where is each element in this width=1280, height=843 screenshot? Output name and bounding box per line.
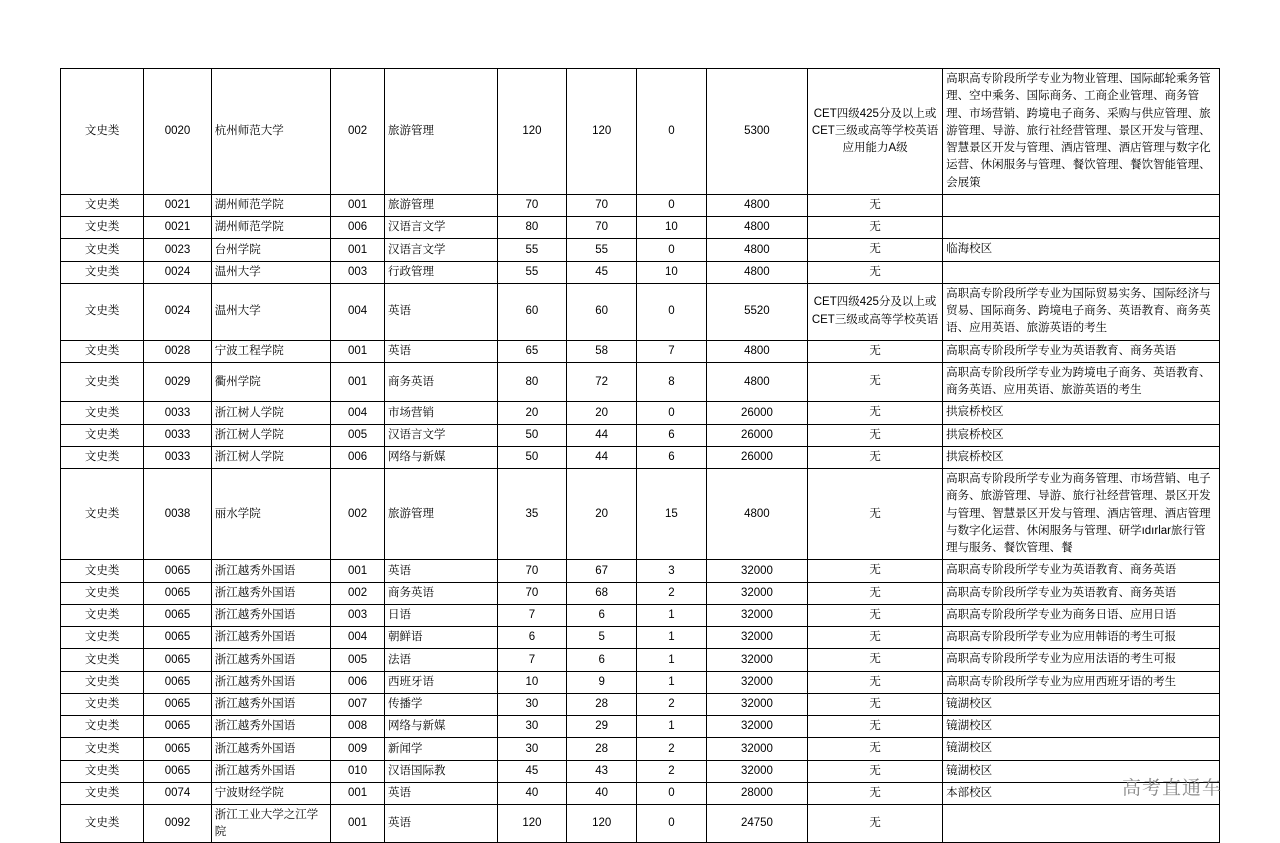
cell-plan-count: 7 bbox=[497, 604, 567, 626]
cell-tuition-fee: 4800 bbox=[706, 340, 807, 362]
cell-plan-count: 60 bbox=[497, 283, 567, 340]
cell-note: 高职高专阶段所学专业为应用西班牙语的考生 bbox=[943, 671, 1220, 693]
cell-category: 文史类 bbox=[61, 402, 144, 424]
cell-enrolled-count: 55 bbox=[567, 239, 637, 261]
cell-school-name: 宁波财经学院 bbox=[211, 782, 330, 804]
cell-major-code: 004 bbox=[331, 627, 385, 649]
cell-major-name: 英语 bbox=[385, 805, 498, 843]
cell-enrolled-count: 20 bbox=[567, 402, 637, 424]
cell-tuition-fee: 4800 bbox=[706, 362, 807, 402]
cell-tuition-fee: 32000 bbox=[706, 671, 807, 693]
cell-category: 文史类 bbox=[61, 239, 144, 261]
cell-school-name: 温州大学 bbox=[211, 283, 330, 340]
cell-major-name: 西班牙语 bbox=[385, 671, 498, 693]
cell-school-code: 0029 bbox=[144, 362, 212, 402]
cell-plan-count: 7 bbox=[497, 649, 567, 671]
cell-school-name: 浙江越秀外国语 bbox=[211, 693, 330, 715]
cell-score-diff: 0 bbox=[637, 402, 707, 424]
table-row bbox=[61, 239, 1220, 261]
admission-table bbox=[60, 68, 1220, 843]
cell-note: 镜湖校区 bbox=[943, 738, 1220, 760]
cell-school-code: 0023 bbox=[144, 239, 212, 261]
cell-category: 文史类 bbox=[61, 604, 144, 626]
cell-school-code: 0033 bbox=[144, 446, 212, 468]
cell-score-diff: 1 bbox=[637, 671, 707, 693]
cell-school-code: 0074 bbox=[144, 782, 212, 804]
cell-enrolled-count: 44 bbox=[567, 446, 637, 468]
cell-major-name: 网络与新媒 bbox=[385, 446, 498, 468]
cell-category: 文史类 bbox=[61, 671, 144, 693]
cell-category: 文史类 bbox=[61, 649, 144, 671]
cell-tuition-fee: 28000 bbox=[706, 782, 807, 804]
cell-language-requirement: 无 bbox=[808, 340, 943, 362]
cell-category: 文史类 bbox=[61, 693, 144, 715]
cell-note: 高职高专阶段所学专业为英语教育、商务英语 bbox=[943, 582, 1220, 604]
cell-language-requirement: 无 bbox=[808, 469, 943, 560]
cell-note: 高职高专阶段所学专业为英语教育、商务英语 bbox=[943, 340, 1220, 362]
cell-enrolled-count: 70 bbox=[567, 194, 637, 216]
cell-note: 高职高专阶段所学专业为物业管理、国际邮轮乘务管理、空中乘务、国际商务、工商企业管理、商务管理、市场营销、跨境电子商务、采购与供应管理、旅游管理、导游、旅行社经营管理、景区开发与管理、智慧景区开发与管理、酒店管理、酒店管理与数字化运营、休闲服务与管理、餐饮管理、餐饮智能管理、会展策 bbox=[943, 69, 1220, 195]
cell-tuition-fee: 4800 bbox=[706, 239, 807, 261]
cell-major-code: 001 bbox=[331, 340, 385, 362]
cell-language-requirement: 无 bbox=[808, 424, 943, 446]
cell-language-requirement: 无 bbox=[808, 560, 943, 582]
cell-category: 文史类 bbox=[61, 362, 144, 402]
cell-enrolled-count: 58 bbox=[567, 340, 637, 362]
table-row bbox=[61, 582, 1220, 604]
cell-plan-count: 120 bbox=[497, 69, 567, 195]
table-row bbox=[61, 782, 1220, 804]
cell-plan-count: 6 bbox=[497, 627, 567, 649]
table-row bbox=[61, 217, 1220, 239]
cell-major-name: 朝鲜语 bbox=[385, 627, 498, 649]
cell-tuition-fee: 32000 bbox=[706, 693, 807, 715]
cell-school-code: 0033 bbox=[144, 402, 212, 424]
cell-major-name: 旅游管理 bbox=[385, 69, 498, 195]
cell-note: 高职高专阶段所学专业为英语教育、商务英语 bbox=[943, 560, 1220, 582]
cell-major-name: 英语 bbox=[385, 560, 498, 582]
cell-language-requirement: 无 bbox=[808, 446, 943, 468]
cell-language-requirement: 无 bbox=[808, 604, 943, 626]
cell-major-code: 007 bbox=[331, 693, 385, 715]
cell-school-name: 浙江树人学院 bbox=[211, 424, 330, 446]
cell-plan-count: 55 bbox=[497, 239, 567, 261]
cell-language-requirement: 无 bbox=[808, 716, 943, 738]
cell-plan-count: 80 bbox=[497, 217, 567, 239]
cell-plan-count: 50 bbox=[497, 424, 567, 446]
cell-note bbox=[943, 805, 1220, 843]
cell-category: 文史类 bbox=[61, 194, 144, 216]
cell-major-name: 旅游管理 bbox=[385, 469, 498, 560]
cell-note bbox=[943, 261, 1220, 283]
cell-tuition-fee: 4800 bbox=[706, 261, 807, 283]
table-row bbox=[61, 604, 1220, 626]
cell-tuition-fee: 32000 bbox=[706, 627, 807, 649]
cell-enrolled-count: 9 bbox=[567, 671, 637, 693]
cell-score-diff: 6 bbox=[637, 424, 707, 446]
cell-major-name: 商务英语 bbox=[385, 362, 498, 402]
cell-category: 文史类 bbox=[61, 560, 144, 582]
table-row bbox=[61, 469, 1220, 560]
table-row bbox=[61, 261, 1220, 283]
cell-language-requirement: 无 bbox=[808, 217, 943, 239]
cell-major-name: 汉语言文学 bbox=[385, 424, 498, 446]
cell-tuition-fee: 32000 bbox=[706, 560, 807, 582]
table-row bbox=[61, 283, 1220, 340]
table-row bbox=[61, 671, 1220, 693]
cell-language-requirement: 无 bbox=[808, 194, 943, 216]
cell-category: 文史类 bbox=[61, 760, 144, 782]
cell-category: 文史类 bbox=[61, 217, 144, 239]
cell-school-code: 0065 bbox=[144, 716, 212, 738]
cell-school-code: 0065 bbox=[144, 693, 212, 715]
cell-school-name: 湖州师范学院 bbox=[211, 217, 330, 239]
cell-school-code: 0065 bbox=[144, 649, 212, 671]
cell-category: 文史类 bbox=[61, 782, 144, 804]
cell-score-diff: 1 bbox=[637, 604, 707, 626]
cell-major-name: 商务英语 bbox=[385, 582, 498, 604]
cell-note: 镜湖校区 bbox=[943, 760, 1220, 782]
cell-enrolled-count: 72 bbox=[567, 362, 637, 402]
cell-language-requirement: 无 bbox=[808, 261, 943, 283]
cell-plan-count: 70 bbox=[497, 560, 567, 582]
cell-major-code: 001 bbox=[331, 239, 385, 261]
cell-score-diff: 0 bbox=[637, 805, 707, 843]
cell-school-code: 0021 bbox=[144, 217, 212, 239]
cell-school-name: 浙江越秀外国语 bbox=[211, 627, 330, 649]
cell-tuition-fee: 24750 bbox=[706, 805, 807, 843]
cell-major-name: 汉语言文学 bbox=[385, 239, 498, 261]
table-row bbox=[61, 627, 1220, 649]
cell-major-code: 006 bbox=[331, 217, 385, 239]
cell-score-diff: 2 bbox=[637, 582, 707, 604]
cell-note: 高职高专阶段所学专业为商务日语、应用日语 bbox=[943, 604, 1220, 626]
cell-enrolled-count: 20 bbox=[567, 469, 637, 560]
cell-major-code: 001 bbox=[331, 362, 385, 402]
cell-plan-count: 70 bbox=[497, 194, 567, 216]
cell-enrolled-count: 40 bbox=[567, 782, 637, 804]
cell-score-diff: 3 bbox=[637, 560, 707, 582]
cell-enrolled-count: 28 bbox=[567, 738, 637, 760]
cell-school-name: 浙江越秀外国语 bbox=[211, 716, 330, 738]
table-row bbox=[61, 194, 1220, 216]
cell-school-code: 0033 bbox=[144, 424, 212, 446]
table-row bbox=[61, 402, 1220, 424]
cell-major-name: 行政管理 bbox=[385, 261, 498, 283]
cell-tuition-fee: 32000 bbox=[706, 649, 807, 671]
cell-plan-count: 35 bbox=[497, 469, 567, 560]
cell-plan-count: 70 bbox=[497, 582, 567, 604]
cell-major-code: 010 bbox=[331, 760, 385, 782]
cell-tuition-fee: 32000 bbox=[706, 760, 807, 782]
cell-score-diff: 8 bbox=[637, 362, 707, 402]
cell-major-code: 005 bbox=[331, 649, 385, 671]
cell-language-requirement: 无 bbox=[808, 582, 943, 604]
cell-school-name: 丽水学院 bbox=[211, 469, 330, 560]
cell-score-diff: 2 bbox=[637, 693, 707, 715]
cell-school-code: 0092 bbox=[144, 805, 212, 843]
cell-language-requirement: 无 bbox=[808, 805, 943, 843]
cell-major-code: 006 bbox=[331, 671, 385, 693]
cell-school-name: 杭州师范大学 bbox=[211, 69, 330, 195]
table-row bbox=[61, 649, 1220, 671]
cell-score-diff: 0 bbox=[637, 69, 707, 195]
cell-major-name: 网络与新媒 bbox=[385, 716, 498, 738]
cell-school-code: 0065 bbox=[144, 738, 212, 760]
table-row bbox=[61, 560, 1220, 582]
cell-plan-count: 30 bbox=[497, 716, 567, 738]
table-row bbox=[61, 362, 1220, 402]
cell-major-name: 市场营销 bbox=[385, 402, 498, 424]
cell-category: 文史类 bbox=[61, 340, 144, 362]
cell-tuition-fee: 5520 bbox=[706, 283, 807, 340]
cell-tuition-fee: 4800 bbox=[706, 194, 807, 216]
cell-score-diff: 7 bbox=[637, 340, 707, 362]
cell-note: 拱宸桥校区 bbox=[943, 402, 1220, 424]
table-row bbox=[61, 340, 1220, 362]
cell-major-code: 003 bbox=[331, 261, 385, 283]
cell-language-requirement: CET四级425分及以上或CET三级或高等学校英语 bbox=[808, 283, 943, 340]
cell-language-requirement: 无 bbox=[808, 738, 943, 760]
cell-score-diff: 2 bbox=[637, 760, 707, 782]
cell-school-name: 浙江树人学院 bbox=[211, 402, 330, 424]
cell-plan-count: 40 bbox=[497, 782, 567, 804]
cell-score-diff: 0 bbox=[637, 194, 707, 216]
cell-school-name: 浙江越秀外国语 bbox=[211, 760, 330, 782]
cell-tuition-fee: 26000 bbox=[706, 446, 807, 468]
cell-major-code: 002 bbox=[331, 469, 385, 560]
cell-school-code: 0024 bbox=[144, 261, 212, 283]
cell-category: 文史类 bbox=[61, 283, 144, 340]
cell-school-code: 0065 bbox=[144, 760, 212, 782]
cell-language-requirement: 无 bbox=[808, 362, 943, 402]
cell-major-name: 法语 bbox=[385, 649, 498, 671]
cell-school-name: 衢州学院 bbox=[211, 362, 330, 402]
table-row bbox=[61, 446, 1220, 468]
cell-enrolled-count: 45 bbox=[567, 261, 637, 283]
cell-language-requirement: CET四级425分及以上或CET三级或高等学校英语应用能力A级 bbox=[808, 69, 943, 195]
cell-major-code: 008 bbox=[331, 716, 385, 738]
cell-category: 文史类 bbox=[61, 805, 144, 843]
cell-enrolled-count: 120 bbox=[567, 805, 637, 843]
cell-tuition-fee: 32000 bbox=[706, 738, 807, 760]
cell-school-code: 0065 bbox=[144, 627, 212, 649]
cell-plan-count: 120 bbox=[497, 805, 567, 843]
cell-major-name: 传播学 bbox=[385, 693, 498, 715]
cell-note: 镜湖校区 bbox=[943, 693, 1220, 715]
cell-enrolled-count: 5 bbox=[567, 627, 637, 649]
cell-school-name: 浙江树人学院 bbox=[211, 446, 330, 468]
cell-major-name: 新闻学 bbox=[385, 738, 498, 760]
cell-language-requirement: 无 bbox=[808, 693, 943, 715]
cell-language-requirement: 无 bbox=[808, 627, 943, 649]
cell-enrolled-count: 6 bbox=[567, 649, 637, 671]
cell-enrolled-count: 67 bbox=[567, 560, 637, 582]
cell-major-code: 004 bbox=[331, 283, 385, 340]
cell-tuition-fee: 26000 bbox=[706, 402, 807, 424]
cell-note: 高职高专阶段所学专业为国际贸易实务、国际经济与贸易、国际商务、跨境电子商务、英语教育、商务英语、应用英语、旅游英语的考生 bbox=[943, 283, 1220, 340]
cell-major-code: 002 bbox=[331, 69, 385, 195]
cell-school-code: 0021 bbox=[144, 194, 212, 216]
cell-note: 高职高专阶段所学专业为应用法语的考生可报 bbox=[943, 649, 1220, 671]
cell-enrolled-count: 60 bbox=[567, 283, 637, 340]
cell-plan-count: 80 bbox=[497, 362, 567, 402]
cell-note: 高职高专阶段所学专业为商务管理、市场营销、电子商务、旅游管理、导游、旅行社经营管理、景区开发与管理、智慧景区开发与管理、酒店管理、酒店管理与数字化运营、休闲服务与管理、研学ıdırlar旅行管理与服务、餐饮管理、餐 bbox=[943, 469, 1220, 560]
cell-score-diff: 1 bbox=[637, 649, 707, 671]
cell-major-code: 001 bbox=[331, 194, 385, 216]
cell-enrolled-count: 6 bbox=[567, 604, 637, 626]
cell-language-requirement: 无 bbox=[808, 239, 943, 261]
cell-tuition-fee: 4800 bbox=[706, 469, 807, 560]
cell-enrolled-count: 120 bbox=[567, 69, 637, 195]
cell-tuition-fee: 26000 bbox=[706, 424, 807, 446]
cell-score-diff: 15 bbox=[637, 469, 707, 560]
cell-category: 文史类 bbox=[61, 69, 144, 195]
cell-school-code: 0020 bbox=[144, 69, 212, 195]
cell-school-code: 0028 bbox=[144, 340, 212, 362]
cell-school-name: 浙江越秀外国语 bbox=[211, 604, 330, 626]
cell-major-code: 009 bbox=[331, 738, 385, 760]
cell-note: 本部校区 bbox=[943, 782, 1220, 804]
cell-major-code: 004 bbox=[331, 402, 385, 424]
cell-school-name: 温州大学 bbox=[211, 261, 330, 283]
cell-tuition-fee: 32000 bbox=[706, 582, 807, 604]
cell-tuition-fee: 5300 bbox=[706, 69, 807, 195]
cell-enrolled-count: 28 bbox=[567, 693, 637, 715]
cell-school-name: 台州学院 bbox=[211, 239, 330, 261]
cell-language-requirement: 无 bbox=[808, 782, 943, 804]
cell-language-requirement: 无 bbox=[808, 402, 943, 424]
cell-enrolled-count: 43 bbox=[567, 760, 637, 782]
cell-tuition-fee: 32000 bbox=[706, 604, 807, 626]
cell-school-code: 0065 bbox=[144, 604, 212, 626]
cell-major-code: 001 bbox=[331, 805, 385, 843]
cell-note: 高职高专阶段所学专业为跨境电子商务、英语教育、商务英语、应用英语、旅游英语的考生 bbox=[943, 362, 1220, 402]
cell-score-diff: 2 bbox=[637, 738, 707, 760]
cell-school-code: 0065 bbox=[144, 560, 212, 582]
cell-note bbox=[943, 217, 1220, 239]
cell-plan-count: 30 bbox=[497, 693, 567, 715]
cell-school-code: 0024 bbox=[144, 283, 212, 340]
cell-plan-count: 20 bbox=[497, 402, 567, 424]
cell-major-code: 001 bbox=[331, 560, 385, 582]
cell-plan-count: 65 bbox=[497, 340, 567, 362]
cell-enrolled-count: 29 bbox=[567, 716, 637, 738]
cell-note: 高职高专阶段所学专业为应用韩语的考生可报 bbox=[943, 627, 1220, 649]
cell-category: 文史类 bbox=[61, 424, 144, 446]
cell-major-name: 汉语言文学 bbox=[385, 217, 498, 239]
cell-enrolled-count: 44 bbox=[567, 424, 637, 446]
cell-category: 文史类 bbox=[61, 716, 144, 738]
cell-note: 拱宸桥校区 bbox=[943, 424, 1220, 446]
cell-school-name: 宁波工程学院 bbox=[211, 340, 330, 362]
cell-school-name: 浙江越秀外国语 bbox=[211, 649, 330, 671]
cell-major-code: 003 bbox=[331, 604, 385, 626]
cell-score-diff: 0 bbox=[637, 782, 707, 804]
cell-major-name: 英语 bbox=[385, 283, 498, 340]
cell-language-requirement: 无 bbox=[808, 760, 943, 782]
cell-category: 文史类 bbox=[61, 738, 144, 760]
cell-major-name: 英语 bbox=[385, 782, 498, 804]
admission-table-container bbox=[60, 68, 1220, 843]
cell-plan-count: 10 bbox=[497, 671, 567, 693]
cell-school-code: 0038 bbox=[144, 469, 212, 560]
admission-table-body bbox=[61, 69, 1220, 843]
cell-plan-count: 55 bbox=[497, 261, 567, 283]
cell-major-name: 汉语国际教 bbox=[385, 760, 498, 782]
cell-note: 镜湖校区 bbox=[943, 716, 1220, 738]
cell-score-diff: 0 bbox=[637, 239, 707, 261]
cell-enrolled-count: 68 bbox=[567, 582, 637, 604]
cell-score-diff: 1 bbox=[637, 627, 707, 649]
cell-note: 拱宸桥校区 bbox=[943, 446, 1220, 468]
cell-school-name: 浙江工业大学之江学院 bbox=[211, 805, 330, 843]
cell-plan-count: 30 bbox=[497, 738, 567, 760]
cell-major-code: 002 bbox=[331, 582, 385, 604]
watermark-label: 高考直通车 bbox=[1121, 778, 1222, 799]
cell-enrolled-count: 70 bbox=[567, 217, 637, 239]
cell-language-requirement: 无 bbox=[808, 671, 943, 693]
cell-category: 文史类 bbox=[61, 446, 144, 468]
cell-major-code: 001 bbox=[331, 782, 385, 804]
table-row bbox=[61, 693, 1220, 715]
cell-school-name: 浙江越秀外国语 bbox=[211, 671, 330, 693]
cell-major-code: 005 bbox=[331, 424, 385, 446]
cell-school-code: 0065 bbox=[144, 582, 212, 604]
cell-category: 文史类 bbox=[61, 582, 144, 604]
cell-score-diff: 10 bbox=[637, 261, 707, 283]
cell-category: 文史类 bbox=[61, 261, 144, 283]
cell-school-code: 0065 bbox=[144, 671, 212, 693]
table-row bbox=[61, 716, 1220, 738]
cell-score-diff: 10 bbox=[637, 217, 707, 239]
cell-school-name: 浙江越秀外国语 bbox=[211, 560, 330, 582]
cell-language-requirement: 无 bbox=[808, 649, 943, 671]
cell-note: 临海校区 bbox=[943, 239, 1220, 261]
cell-score-diff: 1 bbox=[637, 716, 707, 738]
cell-school-name: 湖州师范学院 bbox=[211, 194, 330, 216]
cell-category: 文史类 bbox=[61, 469, 144, 560]
table-row bbox=[61, 424, 1220, 446]
cell-major-name: 日语 bbox=[385, 604, 498, 626]
table-row bbox=[61, 738, 1220, 760]
cell-major-name: 英语 bbox=[385, 340, 498, 362]
cell-tuition-fee: 4800 bbox=[706, 217, 807, 239]
cell-school-name: 浙江越秀外国语 bbox=[211, 738, 330, 760]
cell-school-name: 浙江越秀外国语 bbox=[211, 582, 330, 604]
table-row bbox=[61, 805, 1220, 843]
table-row bbox=[61, 760, 1220, 782]
cell-plan-count: 45 bbox=[497, 760, 567, 782]
table-row bbox=[61, 69, 1220, 195]
cell-category: 文史类 bbox=[61, 627, 144, 649]
cell-plan-count: 50 bbox=[497, 446, 567, 468]
cell-note bbox=[943, 194, 1220, 216]
cell-major-code: 006 bbox=[331, 446, 385, 468]
cell-score-diff: 0 bbox=[637, 283, 707, 340]
cell-tuition-fee: 32000 bbox=[706, 716, 807, 738]
cell-score-diff: 6 bbox=[637, 446, 707, 468]
cell-major-name: 旅游管理 bbox=[385, 194, 498, 216]
